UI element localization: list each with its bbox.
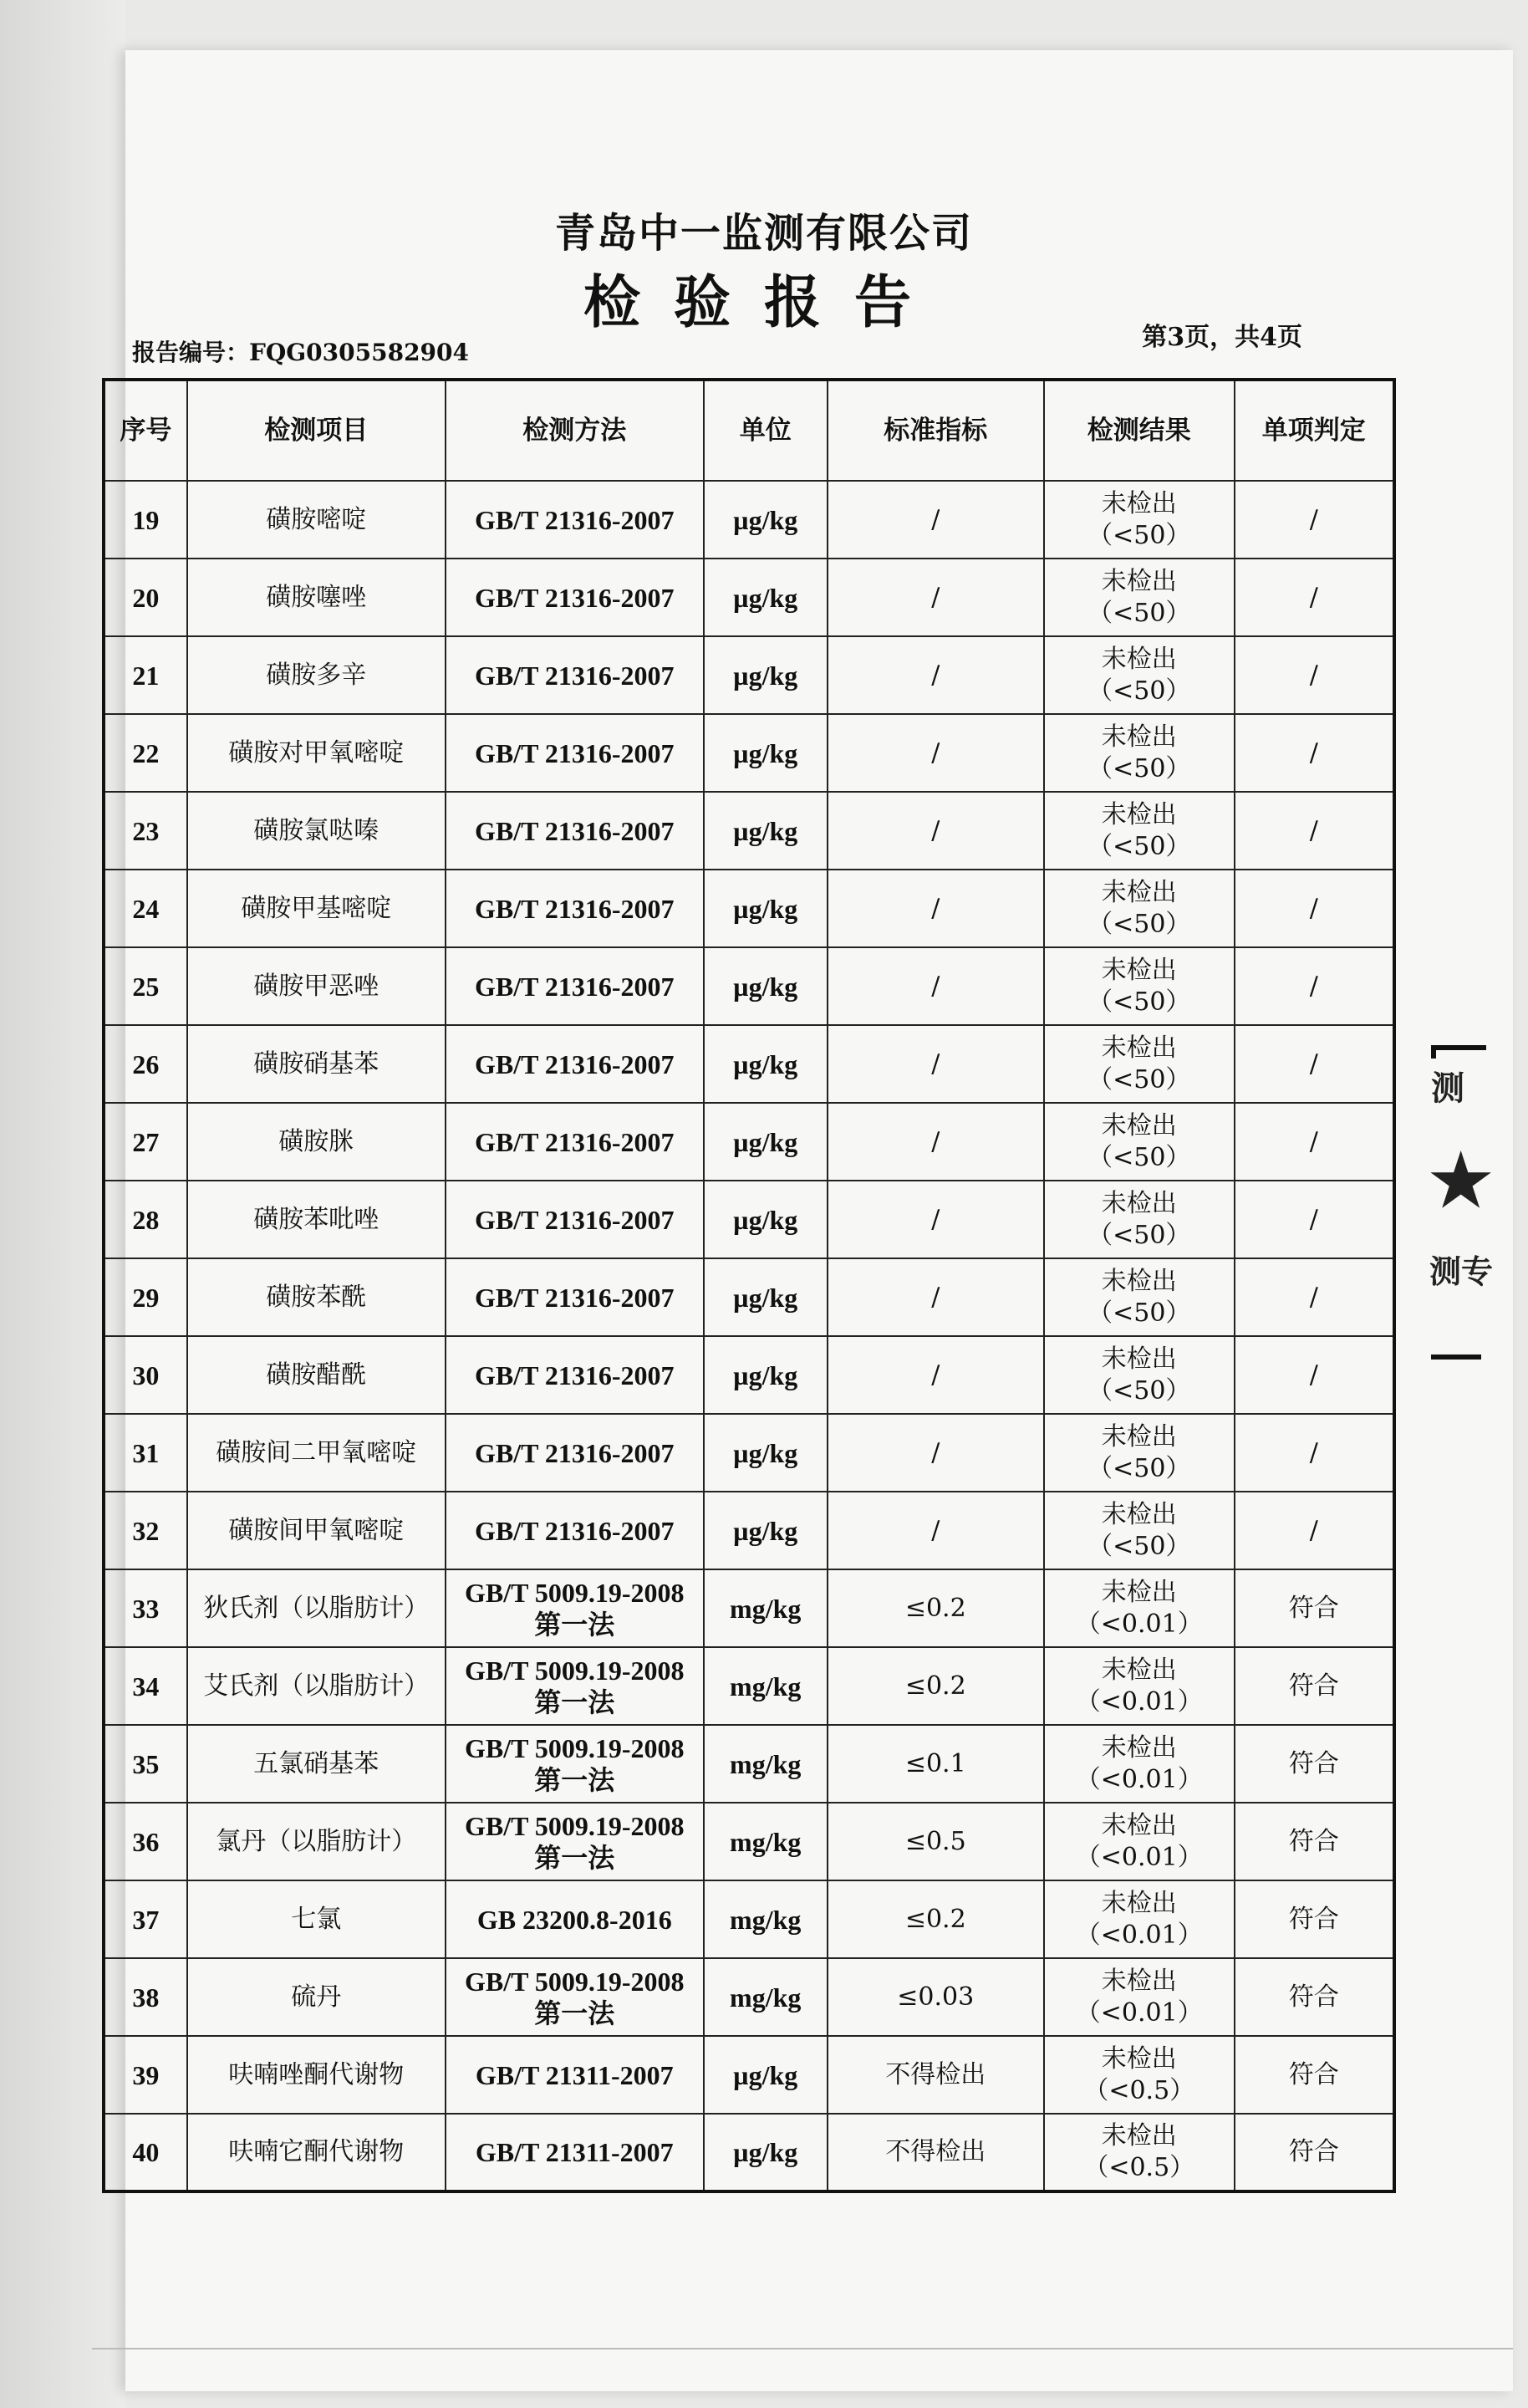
cell-judgement: / [1235,947,1394,1025]
cell-standard: ≤0.2 [828,1647,1044,1725]
cell-result [1044,947,1235,1025]
table-row [104,1103,1394,1181]
cell-method-line: 第一法 [534,1997,615,2028]
cell-item: 五氯硝基苯 [187,1725,446,1803]
cell-method-line: 第一法 [534,1686,615,1717]
cell-result-line: （<0.01） [1075,1686,1203,1717]
cell-method-line: GB/T 5009.19-2008 [464,1966,685,1997]
table-row [104,1025,1394,1103]
cell-result-line: 未检出 [1101,1577,1177,1607]
cell-result [1044,792,1235,870]
table-row [104,1569,1394,1647]
cell-result-line: （<0.01） [1075,1997,1203,2028]
cell-standard: / [828,870,1044,947]
cell-method [446,559,704,636]
cell-seq: 31 [104,1414,187,1492]
table-row [104,2036,1394,2114]
cell-item: 磺胺多辛 [187,636,446,714]
cell-method [446,2036,704,2114]
cell-method-line: 第一法 [534,1609,615,1640]
cell-standard: ≤0.2 [828,1569,1044,1647]
cell-method-line: GB/T 21316-2007 [474,1282,675,1313]
column-header-judgement: 单项判定 [1235,380,1394,481]
table-row [104,1181,1394,1258]
cell-result-line: 未检出 [1101,1810,1177,1840]
cell-result [1044,1258,1235,1336]
cell-result-line: 未检出 [1101,877,1177,907]
cell-method-line: GB/T 21316-2007 [474,1204,675,1235]
cell-method [446,1647,704,1725]
cell-result [1044,1181,1235,1258]
cell-result-line: 未检出 [1101,1966,1177,1996]
cell-item: 狄氏剂（以脂肪计） [187,1569,446,1647]
cell-method [446,1569,704,1647]
table-row [104,2114,1394,2191]
cell-result [1044,1803,1235,1880]
cell-unit: µg/kg [704,636,828,714]
cell-method-line: GB/T 21316-2007 [474,660,675,691]
stamp-bracket-bottom [1431,1346,1481,1360]
cell-judgement: 符合 [1235,1647,1394,1725]
cell-unit: µg/kg [704,1258,828,1336]
cell-seq: 20 [104,559,187,636]
cell-unit: mg/kg [704,1958,828,2036]
cell-result-line: （<50） [1087,1142,1191,1172]
cell-method [446,1492,704,1569]
cell-method-line: GB/T 21316-2007 [474,504,675,535]
cell-result [1044,1725,1235,1803]
cell-result-line: 未检出 [1101,1110,1177,1140]
cell-seq: 27 [104,1103,187,1181]
cell-seq: 33 [104,1569,187,1647]
cell-result-line: （<50） [1087,909,1191,939]
cell-item: 磺胺间甲氧嘧啶 [187,1492,446,1569]
table-row [104,870,1394,947]
cell-unit: µg/kg [704,481,828,559]
results-table [102,378,1396,2193]
cell-item: 硫丹 [187,1958,446,2036]
cell-item: 磺胺硝基苯 [187,1025,446,1103]
cell-judgement: / [1235,714,1394,792]
cell-result [1044,1958,1235,2036]
cell-method-line: GB/T 21316-2007 [474,582,675,613]
cell-result-line: （<50） [1087,1531,1191,1561]
cell-judgement: 符合 [1235,1958,1394,2036]
cell-result-line: 未检出 [1101,1033,1177,1063]
cell-item: 磺胺噻唑 [187,559,446,636]
cell-result [1044,870,1235,947]
column-header-standard: 标准指标 [828,380,1044,481]
cell-result [1044,481,1235,559]
cell-method-line: GB/T 21316-2007 [474,1126,675,1157]
cell-seq: 37 [104,1880,187,1958]
table-row [104,1492,1394,1569]
cell-judgement: / [1235,1336,1394,1414]
table-row [104,636,1394,714]
cell-method-line: 第一法 [534,1842,615,1873]
cell-result [1044,1103,1235,1181]
cell-result [1044,2036,1235,2114]
cell-unit: µg/kg [704,714,828,792]
cell-item: 艾氏剂（以脂肪计） [187,1647,446,1725]
cell-unit: µg/kg [704,1181,828,1258]
cell-method [446,714,704,792]
report-number: 报告编号：FQG0305582904 [132,339,470,366]
company-name: 青岛中一监测有限公司 [554,210,973,257]
cell-judgement: / [1235,1414,1394,1492]
cell-method-line: GB/T 21316-2007 [474,971,675,1002]
cell-result-line: （<50） [1087,987,1191,1017]
cell-item: 磺胺苯吡唑 [187,1181,446,1258]
cell-method-line: GB/T 21316-2007 [474,1360,675,1390]
cell-result-line: （<50） [1087,1298,1191,1328]
cell-unit: µg/kg [704,559,828,636]
cell-method-line: GB/T 21311-2007 [475,2137,674,2167]
cell-result-line: （<50） [1087,753,1191,783]
cell-unit: µg/kg [704,1414,828,1492]
cell-method [446,1181,704,1258]
cell-standard: / [828,1025,1044,1103]
table-row [104,1803,1394,1880]
cell-method [446,1258,704,1336]
bottom-rule [92,2348,1513,2349]
cell-result-line: （<0.5） [1083,2153,1195,2182]
cell-result-line: 未检出 [1101,566,1177,596]
cell-standard: / [828,1492,1044,1569]
cell-unit: µg/kg [704,870,828,947]
cell-unit: µg/kg [704,1025,828,1103]
cell-method [446,636,704,714]
cell-judgement: / [1235,1492,1394,1569]
cell-result-line: （<50） [1087,831,1191,861]
cell-result-line: （<50） [1087,676,1191,706]
cell-item: 磺胺对甲氧嘧啶 [187,714,446,792]
cell-result-line: 未检出 [1101,2121,1177,2150]
cell-result-line: 未检出 [1101,1499,1177,1529]
cell-method-line: GB/T 21316-2007 [474,737,675,768]
cell-result [1044,1025,1235,1103]
cell-seq: 35 [104,1725,187,1803]
cell-method [446,1336,704,1414]
cell-result [1044,1569,1235,1647]
cell-standard: ≤0.1 [828,1725,1044,1803]
cell-seq: 24 [104,870,187,947]
cell-judgement: 符合 [1235,2036,1394,2114]
cell-standard: / [828,559,1044,636]
cell-seq: 23 [104,792,187,870]
cell-unit: µg/kg [704,2036,828,2114]
cell-unit: µg/kg [704,1492,828,1569]
stamp-bracket-top [1431,1045,1486,1059]
cell-method [446,792,704,870]
cell-result [1044,1880,1235,1958]
cell-method [446,1880,704,1958]
page-info: 第3页，共4页 [1142,323,1302,352]
cell-result-line: （<0.5） [1083,2075,1195,2105]
cell-standard: / [828,1103,1044,1181]
side-stamp [1428,1045,1528,1363]
table-row [104,1258,1394,1336]
cell-method [446,947,704,1025]
cell-result-line: （<0.01） [1075,1609,1203,1639]
stamp-text-bottom: 测专 [1429,1252,1494,1290]
cell-judgement: / [1235,1181,1394,1258]
cell-result-line: 未检出 [1101,1655,1177,1685]
column-header-unit: 单位 [704,380,828,481]
cell-method [446,1725,704,1803]
cell-method-line: GB/T 21316-2007 [474,893,675,924]
cell-seq: 28 [104,1181,187,1258]
cell-judgement: / [1235,1258,1394,1336]
cell-result-line: 未检出 [1101,1266,1177,1296]
cell-result [1044,559,1235,636]
cell-result-line: 未检出 [1101,1188,1177,1218]
cell-standard: / [828,636,1044,714]
table-body [104,481,1394,2191]
cell-result [1044,714,1235,792]
cell-method-line: GB/T 5009.19-2008 [464,1810,685,1841]
cell-standard: / [828,481,1044,559]
cell-seq: 30 [104,1336,187,1414]
cell-method [446,1958,704,2036]
cell-unit: µg/kg [704,1103,828,1181]
cell-item: 氯丹（以脂肪计） [187,1803,446,1880]
cell-standard: / [828,792,1044,870]
cell-result [1044,1492,1235,1569]
cell-method [446,1025,704,1103]
cell-result-line: 未检出 [1101,1344,1177,1374]
cell-result-line: 未检出 [1101,2043,1177,2074]
cell-item: 磺胺苯酰 [187,1258,446,1336]
cell-method-line: GB/T 21316-2007 [474,1515,675,1546]
cell-result [1044,2114,1235,2191]
cell-unit: µg/kg [704,2114,828,2191]
table-row [104,559,1394,636]
cell-unit: mg/kg [704,1880,828,1958]
cell-unit: µg/kg [704,1336,828,1414]
cell-method-line: GB 23200.8-2016 [476,1904,672,1935]
cell-method-line: 第一法 [534,1764,615,1795]
cell-result-line: （<0.01） [1075,1764,1203,1794]
cell-judgement: 符合 [1235,1725,1394,1803]
cell-standard: / [828,947,1044,1025]
cell-judgement: 符合 [1235,1569,1394,1647]
cell-method [446,2114,704,2191]
cell-result [1044,1414,1235,1492]
table-row [104,1414,1394,1492]
cell-item: 磺胺嘧啶 [187,481,446,559]
cell-method-line: GB/T 21311-2007 [475,2059,674,2090]
table-row [104,947,1394,1025]
cell-method [446,1103,704,1181]
cell-result-line: （<50） [1087,520,1191,550]
cell-standard: ≤0.03 [828,1958,1044,2036]
cell-standard: / [828,1336,1044,1414]
cell-unit: mg/kg [704,1647,828,1725]
cell-standard: ≤0.2 [828,1880,1044,1958]
cell-seq: 34 [104,1647,187,1725]
cell-result-line: （<50） [1087,1220,1191,1250]
cell-unit: mg/kg [704,1569,828,1647]
cell-seq: 38 [104,1958,187,2036]
cell-method-line: GB/T 5009.19-2008 [464,1577,685,1608]
cell-result-line: 未检出 [1101,488,1177,518]
cell-seq: 40 [104,2114,187,2191]
cell-result-line: 未检出 [1101,799,1177,829]
cell-judgement: / [1235,559,1394,636]
cell-seq: 29 [104,1258,187,1336]
cell-standard: / [828,1258,1044,1336]
table-row [104,714,1394,792]
cell-judgement: / [1235,636,1394,714]
cell-item: 磺胺氯哒嗪 [187,792,446,870]
cell-judgement: / [1235,870,1394,947]
table-row [104,1647,1394,1725]
cell-unit: mg/kg [704,1725,828,1803]
cell-judgement: 符合 [1235,1880,1394,1958]
cell-item: 磺胺间二甲氧嘧啶 [187,1414,446,1492]
cell-method-line: GB/T 21316-2007 [474,1437,675,1468]
cell-seq: 26 [104,1025,187,1103]
cell-unit: mg/kg [704,1803,828,1880]
column-header-result: 检测结果 [1044,380,1235,481]
cell-result-line: 未检出 [1101,722,1177,752]
cell-standard: / [828,1414,1044,1492]
cell-result-line: 未检出 [1101,1732,1177,1763]
cell-judgement: / [1235,1103,1394,1181]
cell-method-line: GB/T 21316-2007 [474,1048,675,1079]
table-row [104,1880,1394,1958]
cell-item: 磺胺甲基嘧啶 [187,870,446,947]
cell-method [446,1414,704,1492]
table-row [104,792,1394,870]
cell-judgement: 符合 [1235,2114,1394,2191]
cell-standard: 不得检出 [828,2114,1044,2191]
report-title: 检验报告 [583,269,945,336]
cell-method [446,1803,704,1880]
table-row [104,1725,1394,1803]
cell-seq: 19 [104,481,187,559]
cell-standard: / [828,714,1044,792]
cell-result [1044,636,1235,714]
cell-result-line: （<50） [1087,1453,1191,1483]
table-row [104,1336,1394,1414]
cell-item: 七氯 [187,1880,446,1958]
cell-result-line: 未检出 [1101,1421,1177,1451]
cell-judgement: / [1235,1025,1394,1103]
cell-judgement: / [1235,792,1394,870]
cell-result-line: （<0.01） [1075,1842,1203,1872]
cell-result [1044,1336,1235,1414]
column-header-method: 检测方法 [446,380,704,481]
cell-method-line: GB/T 21316-2007 [474,815,675,846]
cell-seq: 39 [104,2036,187,2114]
table-row [104,481,1394,559]
cell-item: 磺胺醋酰 [187,1336,446,1414]
cell-seq: 25 [104,947,187,1025]
cell-method [446,481,704,559]
cell-unit: µg/kg [704,792,828,870]
cell-result-line: （<50） [1087,1064,1191,1094]
cell-result-line: （<0.01） [1075,1920,1203,1950]
cell-method [446,870,704,947]
cell-result-line: 未检出 [1101,955,1177,985]
cell-method-line: GB/T 5009.19-2008 [464,1732,685,1763]
cell-standard: ≤0.5 [828,1803,1044,1880]
cell-seq: 36 [104,1803,187,1880]
cell-judgement: / [1235,481,1394,559]
cell-judgement: 符合 [1235,1803,1394,1880]
cell-item: 呋喃唑酮代谢物 [187,2036,446,2114]
table-header-row [104,380,1394,481]
star-icon: ★ [1429,1139,1493,1222]
cell-result-line: （<50） [1087,1375,1191,1406]
cell-seq: 22 [104,714,187,792]
table-row [104,1958,1394,2036]
column-header-item: 检测项目 [187,380,446,481]
column-header-seq: 序号 [104,380,187,481]
cell-standard: / [828,1181,1044,1258]
cell-method-line: GB/T 5009.19-2008 [464,1655,685,1686]
cell-result-line: （<50） [1087,598,1191,628]
cell-item: 磺胺脒 [187,1103,446,1181]
cell-result [1044,1647,1235,1725]
cell-seq: 32 [104,1492,187,1569]
cell-standard: 不得检出 [828,2036,1044,2114]
cell-result-line: 未检出 [1101,1888,1177,1918]
cell-seq: 21 [104,636,187,714]
cell-result-line: 未检出 [1101,644,1177,674]
cell-item: 呋喃它酮代谢物 [187,2114,446,2191]
cell-item: 磺胺甲恶唑 [187,947,446,1025]
cell-unit: µg/kg [704,947,828,1025]
stamp-text-top: 测 [1431,1069,1464,1108]
